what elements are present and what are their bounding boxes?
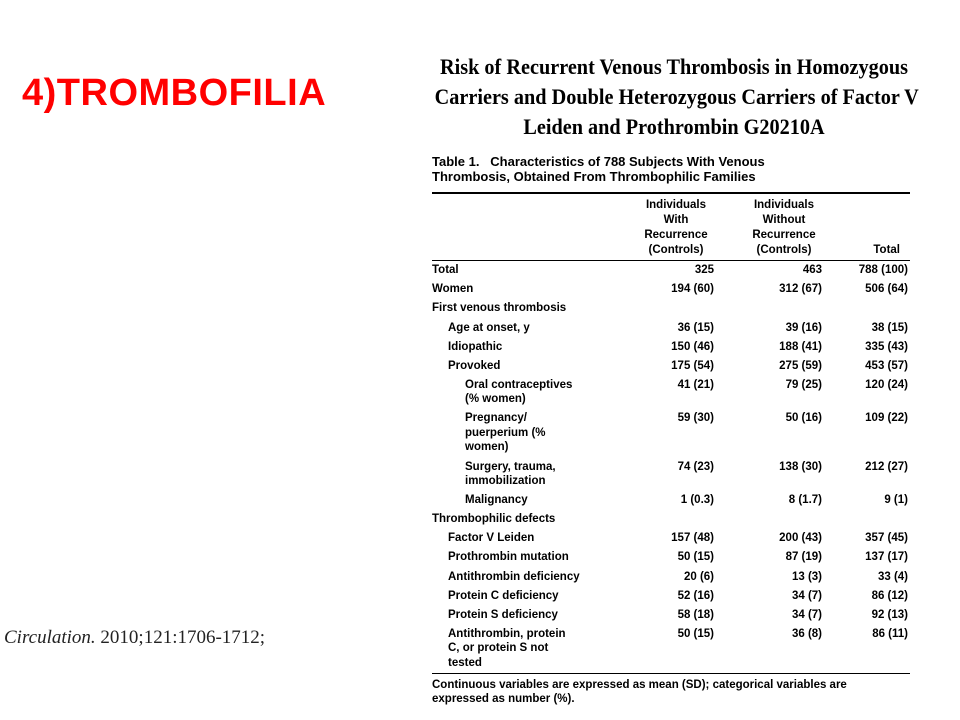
paper-title-line: Carriers and Double Heterozygous Carriers of Factor V xyxy=(434,84,919,109)
without-recurrence-value: 463 xyxy=(802,264,822,277)
without-recurrence-value: 8 (1.7) xyxy=(788,494,822,507)
total-value: 120 (24) xyxy=(865,378,908,391)
row-label-line: puerperium (% xyxy=(465,426,546,439)
citation-details: 2010;121:1706-1712; xyxy=(95,627,266,648)
header-total xyxy=(838,194,910,260)
header-with-recurrence xyxy=(622,194,730,260)
row-label-line: C, or protein S not xyxy=(448,642,549,655)
row-label-line: Antithrombin, protein xyxy=(448,627,566,640)
row-label-line: women) xyxy=(465,441,509,454)
row-label xyxy=(432,491,622,510)
without-recurrence-value: 275 (59) xyxy=(779,359,822,372)
row-label-line: Thrombophilic defects xyxy=(432,513,556,526)
without-recurrence-value: 50 (16) xyxy=(785,412,822,425)
total-value: 38 (15) xyxy=(871,321,908,334)
with-recurrence-value: 194 (60) xyxy=(671,283,714,296)
with-recurrence-value: 58 (18) xyxy=(677,608,714,621)
with-recurrence-value: 36 (15) xyxy=(677,321,714,334)
without-recurrence-value xyxy=(730,299,838,318)
table-row xyxy=(432,261,910,280)
without-recurrence-value: 79 (25) xyxy=(785,378,822,391)
with-recurrence-value: 50 (15) xyxy=(677,551,714,564)
row-label-line: Antithrombin deficiency xyxy=(448,570,580,583)
row-label xyxy=(432,625,622,673)
without-recurrence-value: 138 (30) xyxy=(779,460,822,473)
header-line: With xyxy=(663,214,689,226)
row-label-line: First venous thrombosis xyxy=(432,302,567,315)
table-row xyxy=(432,529,910,548)
row-label-line: Protein S deficiency xyxy=(448,608,558,621)
header-line: Total xyxy=(873,244,900,256)
row-label-line: Prothrombin mutation xyxy=(448,551,569,564)
row-label-line: Total xyxy=(432,264,459,277)
row-label-line: Oral contraceptives xyxy=(465,378,573,391)
without-recurrence-value: 87 (19) xyxy=(785,551,822,564)
table-row xyxy=(432,625,910,673)
row-label xyxy=(432,529,622,548)
paper-title xyxy=(434,52,919,142)
total-value: 86 (12) xyxy=(871,589,908,602)
table-row xyxy=(432,356,910,375)
without-recurrence-value xyxy=(730,510,838,529)
header-line: Individuals xyxy=(645,199,707,211)
without-recurrence-value: 312 (67) xyxy=(779,283,822,296)
total-value xyxy=(838,299,910,318)
row-label-line: Pregnancy/ xyxy=(465,412,527,425)
row-label xyxy=(432,376,622,410)
row-label-line: Provoked xyxy=(448,359,501,372)
table-row xyxy=(432,337,910,356)
with-recurrence-value: 59 (30) xyxy=(677,412,714,425)
table-row xyxy=(432,491,910,510)
header-line: Without xyxy=(762,214,806,226)
with-recurrence-value: 157 (48) xyxy=(671,532,714,545)
total-value: 335 (43) xyxy=(865,340,908,353)
total-value: 212 (27) xyxy=(865,460,908,473)
header-line: (Controls) xyxy=(648,244,704,256)
row-label-line: Protein C deficiency xyxy=(448,589,559,602)
total-value: 506 (64) xyxy=(865,283,908,296)
with-recurrence-value: 74 (23) xyxy=(677,460,714,473)
with-recurrence-value xyxy=(622,299,730,318)
row-label xyxy=(432,457,622,491)
row-label xyxy=(432,356,622,375)
total-value: 357 (45) xyxy=(865,532,908,545)
header-label-cell xyxy=(432,194,622,260)
table-row xyxy=(432,299,910,318)
header-without-recurrence xyxy=(730,194,838,260)
header-line: Individuals xyxy=(753,199,815,211)
with-recurrence-value: 1 (0.3) xyxy=(680,494,714,507)
table-row xyxy=(432,510,910,529)
without-recurrence-value: 36 (8) xyxy=(791,627,822,640)
total-value: 453 (57) xyxy=(865,359,908,372)
with-recurrence-value: 325 xyxy=(694,264,714,277)
table-row xyxy=(432,605,910,624)
row-label-line: Malignancy xyxy=(465,494,528,507)
total-value: 92 (13) xyxy=(871,608,908,621)
row-label xyxy=(432,605,622,624)
row-label xyxy=(432,548,622,567)
without-recurrence-value: 34 (7) xyxy=(791,589,822,602)
table-row xyxy=(432,280,910,299)
table-header xyxy=(432,194,910,261)
with-recurrence-value xyxy=(622,510,730,529)
row-label-line: Age at onset, y xyxy=(448,321,530,334)
table-body xyxy=(432,261,910,673)
total-value xyxy=(838,510,910,529)
table-caption-line: Thrombosis, Obtained From Thrombophilic Families xyxy=(432,169,756,184)
row-label xyxy=(432,409,622,457)
table-footnote xyxy=(432,678,910,706)
without-recurrence-value: 188 (41) xyxy=(779,340,822,353)
with-recurrence-value: 41 (21) xyxy=(677,378,714,391)
with-recurrence-value: 50 (15) xyxy=(677,627,714,640)
row-label xyxy=(432,318,622,337)
with-recurrence-value: 175 (54) xyxy=(671,359,714,372)
total-value: 86 (11) xyxy=(872,627,908,640)
header-line: Recurrence xyxy=(752,229,816,241)
total-value: 9 (1) xyxy=(884,494,908,507)
row-label-line: Factor V Leiden xyxy=(448,532,535,545)
paper-title-line: Risk of Recurrent Venous Thrombosis in Homozygous xyxy=(439,54,909,79)
footnote-line: expressed as number (%). xyxy=(432,692,575,705)
table-bottom-rule xyxy=(432,673,910,674)
footnote-line: Continuous variables are expressed as mean (SD); categorical variables are xyxy=(432,678,847,691)
total-value: 788 (100) xyxy=(858,264,908,277)
without-recurrence-value: 200 (43) xyxy=(779,532,822,545)
without-recurrence-value: 13 (3) xyxy=(791,570,822,583)
table-caption xyxy=(432,154,910,184)
with-recurrence-value: 150 (46) xyxy=(671,340,714,353)
characteristics-table xyxy=(432,154,910,706)
paper-title-line: Leiden and Prothrombin G20210A xyxy=(523,114,825,139)
total-value: 137 (17) xyxy=(865,551,908,564)
without-recurrence-value: 39 (16) xyxy=(785,321,822,334)
row-label xyxy=(432,586,622,605)
citation-journal: Circulation. xyxy=(4,627,96,648)
table-row xyxy=(432,376,910,410)
with-recurrence-value: 52 (16) xyxy=(677,589,714,602)
table-row xyxy=(432,409,910,457)
row-label xyxy=(432,337,622,356)
table-caption-line: Table 1. Characteristics of 788 Subjects With Venous xyxy=(432,154,765,169)
table-row xyxy=(432,567,910,586)
row-label xyxy=(432,510,622,529)
table-row xyxy=(432,548,910,567)
data-table xyxy=(432,194,910,673)
header-line: Recurrence xyxy=(644,229,708,241)
row-label-line: Surgery, trauma, xyxy=(465,460,556,473)
header-line: (Controls) xyxy=(756,244,812,256)
row-label-line: (% women) xyxy=(465,393,526,406)
row-label xyxy=(432,261,622,280)
total-value: 33 (4) xyxy=(877,570,908,583)
table-row xyxy=(432,586,910,605)
total-value: 109 (22) xyxy=(865,412,908,425)
row-label-line: Idiopathic xyxy=(448,340,503,353)
table-row xyxy=(432,318,910,337)
row-label xyxy=(432,567,622,586)
with-recurrence-value: 20 (6) xyxy=(683,570,714,583)
row-label-line: Women xyxy=(432,283,474,296)
row-label xyxy=(432,280,622,299)
slide-title: 4)TROMBOFILIA xyxy=(22,72,327,114)
without-recurrence-value: 34 (7) xyxy=(791,608,822,621)
citation xyxy=(4,627,265,649)
table-row xyxy=(432,457,910,491)
row-label xyxy=(432,299,622,318)
row-label-line: tested xyxy=(448,656,482,669)
row-label-line: immobilization xyxy=(465,475,546,488)
